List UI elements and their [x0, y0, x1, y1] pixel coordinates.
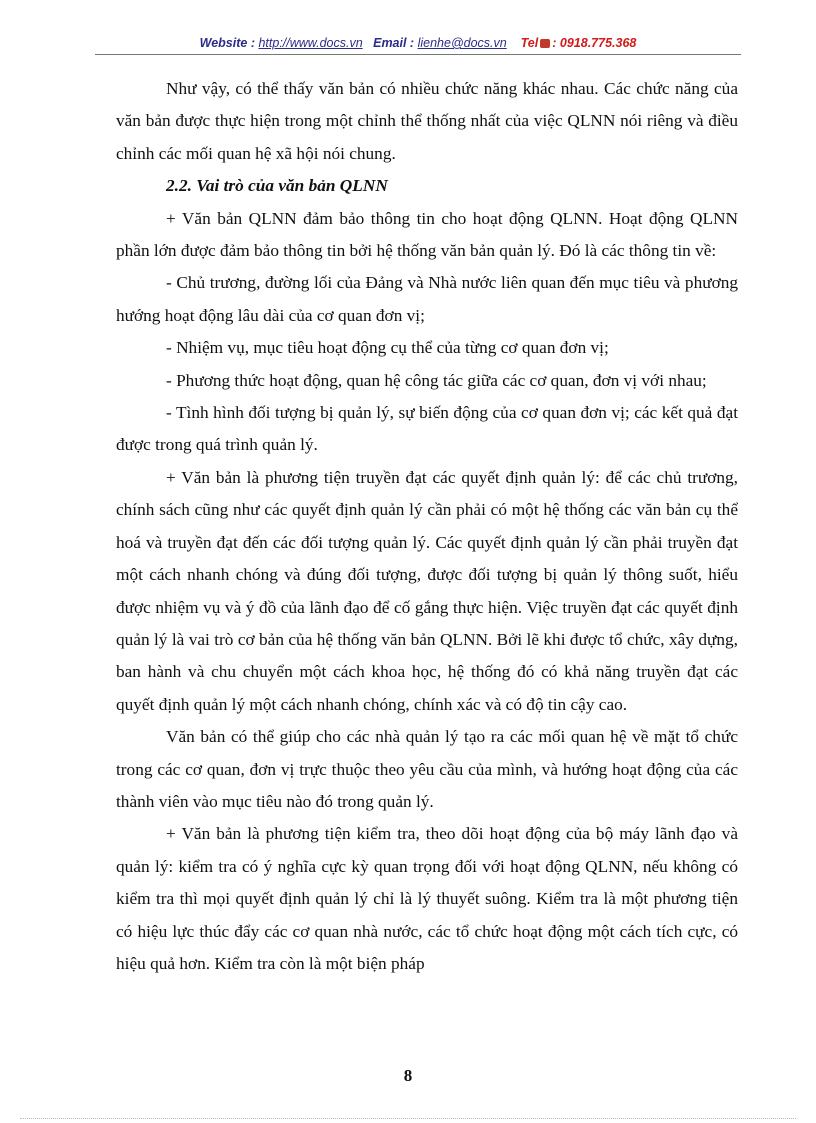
paragraph-4: Văn bản có thể giúp cho các nhà quản lý tạo ra các mối quan hệ về mặt tổ chức trong các cơ quan, đơn vị trực thuộc theo yêu cầu của mình, và hướng hoạt động của các thành viên vào mục tiêu nào đó trong quản lý.: [116, 727, 738, 811]
tel-number: : 0918.775.368: [552, 36, 637, 50]
website-label: Website :: [199, 36, 255, 50]
paragraph-3: + Văn bản là phương tiện truyền đạt các quyết định quản lý: để các chủ trương, chính sách cũng như các quyết định quản lý cần phải có một hệ thống các văn bản cụ thể hoá và truyền đạt đến các đối tượng quản lý. Các quyết định quản lý cần phải truyền đạt một cách nhanh chóng và đúng đối tượng, được đối tượng bị quản lý thông suốt, hiểu được nhiệm vụ và ý đồ của lãnh đạo để cố gắng thực hiện. Việc truyền đạt các quyết định quản lý là vai trò cơ bản của hệ thống văn bản QLNN. Bởi lẽ khi được tổ chức, xây dựng, ban hành và chu chuyển một cách khoa học, hệ thống đó có khả năng truyền đạt các quyết định quản lý một cách nhanh chóng, chính xác và có độ tin cậy cao.: [116, 467, 738, 714]
paragraph-2: + Văn bản QLNN đảm bảo thông tin cho hoạt động QLNN. Hoạt động QLNN phần lớn được đảm bảo thông tin bởi hệ thống văn bản quản lý. Đó là các thông tin về:: [116, 208, 738, 261]
list-item: - Nhiệm vụ, mục tiêu hoạt động cụ thể của từng cơ quan đơn vị;: [166, 338, 609, 358]
phone-icon: [540, 39, 550, 48]
list-item: - Tình hình đối tượng bị quản lý, sự biến động của cơ quan đơn vị; các kết quả đạt được trong quá trình quản lý.: [116, 403, 738, 455]
section-heading: 2.2. Vai trò của văn bản QLNN: [166, 176, 388, 196]
page-number: 8: [403, 1066, 413, 1085]
list-item: - Chủ trương, đường lối của Đảng và Nhà nước liên quan đến mục tiêu và phương hướng hoạt động lâu dài của cơ quan đơn vị;: [116, 273, 738, 325]
page-header: [95, 36, 741, 50]
paragraph-1: Như vậy, có thể thấy văn bản có nhiều chức năng khác nhau. Các chức năng của văn bản được thực hiện trong một chỉnh thể thống nhất của việc QLNN nói riêng và điều chỉnh các mối quan hệ xã hội nói chung.: [116, 79, 738, 163]
email-link[interactable]: lienhe@docs.vn: [417, 36, 507, 50]
paragraph-5: + Văn bản là phương tiện kiểm tra, theo dõi hoạt động của bộ máy lãnh đạo và quản lý: kiểm tra có ý nghĩa cực kỳ quan trọng đối với hoạt động QLNN, nếu không có kiểm tra thì mọi quyết định quản lý chỉ là lý thuyết suông. Kiểm tra là một phương tiện có hiệu lực thúc đẩy các cơ quan nhà nước, các tổ chức hoạt động một cách tích cực, có hiệu quả hơn. Kiểm tra còn là một biện pháp: [116, 824, 738, 973]
email-label: Email :: [373, 36, 415, 50]
tel-label: Tel: [520, 36, 539, 50]
page-bottom-divider: [20, 1118, 796, 1119]
header-divider: [95, 54, 741, 55]
list-item: - Phương thức hoạt động, quan hệ công tác giữa các cơ quan, đơn vị với nhau;: [166, 370, 707, 390]
website-link[interactable]: http://www.docs.vn: [258, 36, 363, 50]
document-body: [116, 73, 738, 980]
